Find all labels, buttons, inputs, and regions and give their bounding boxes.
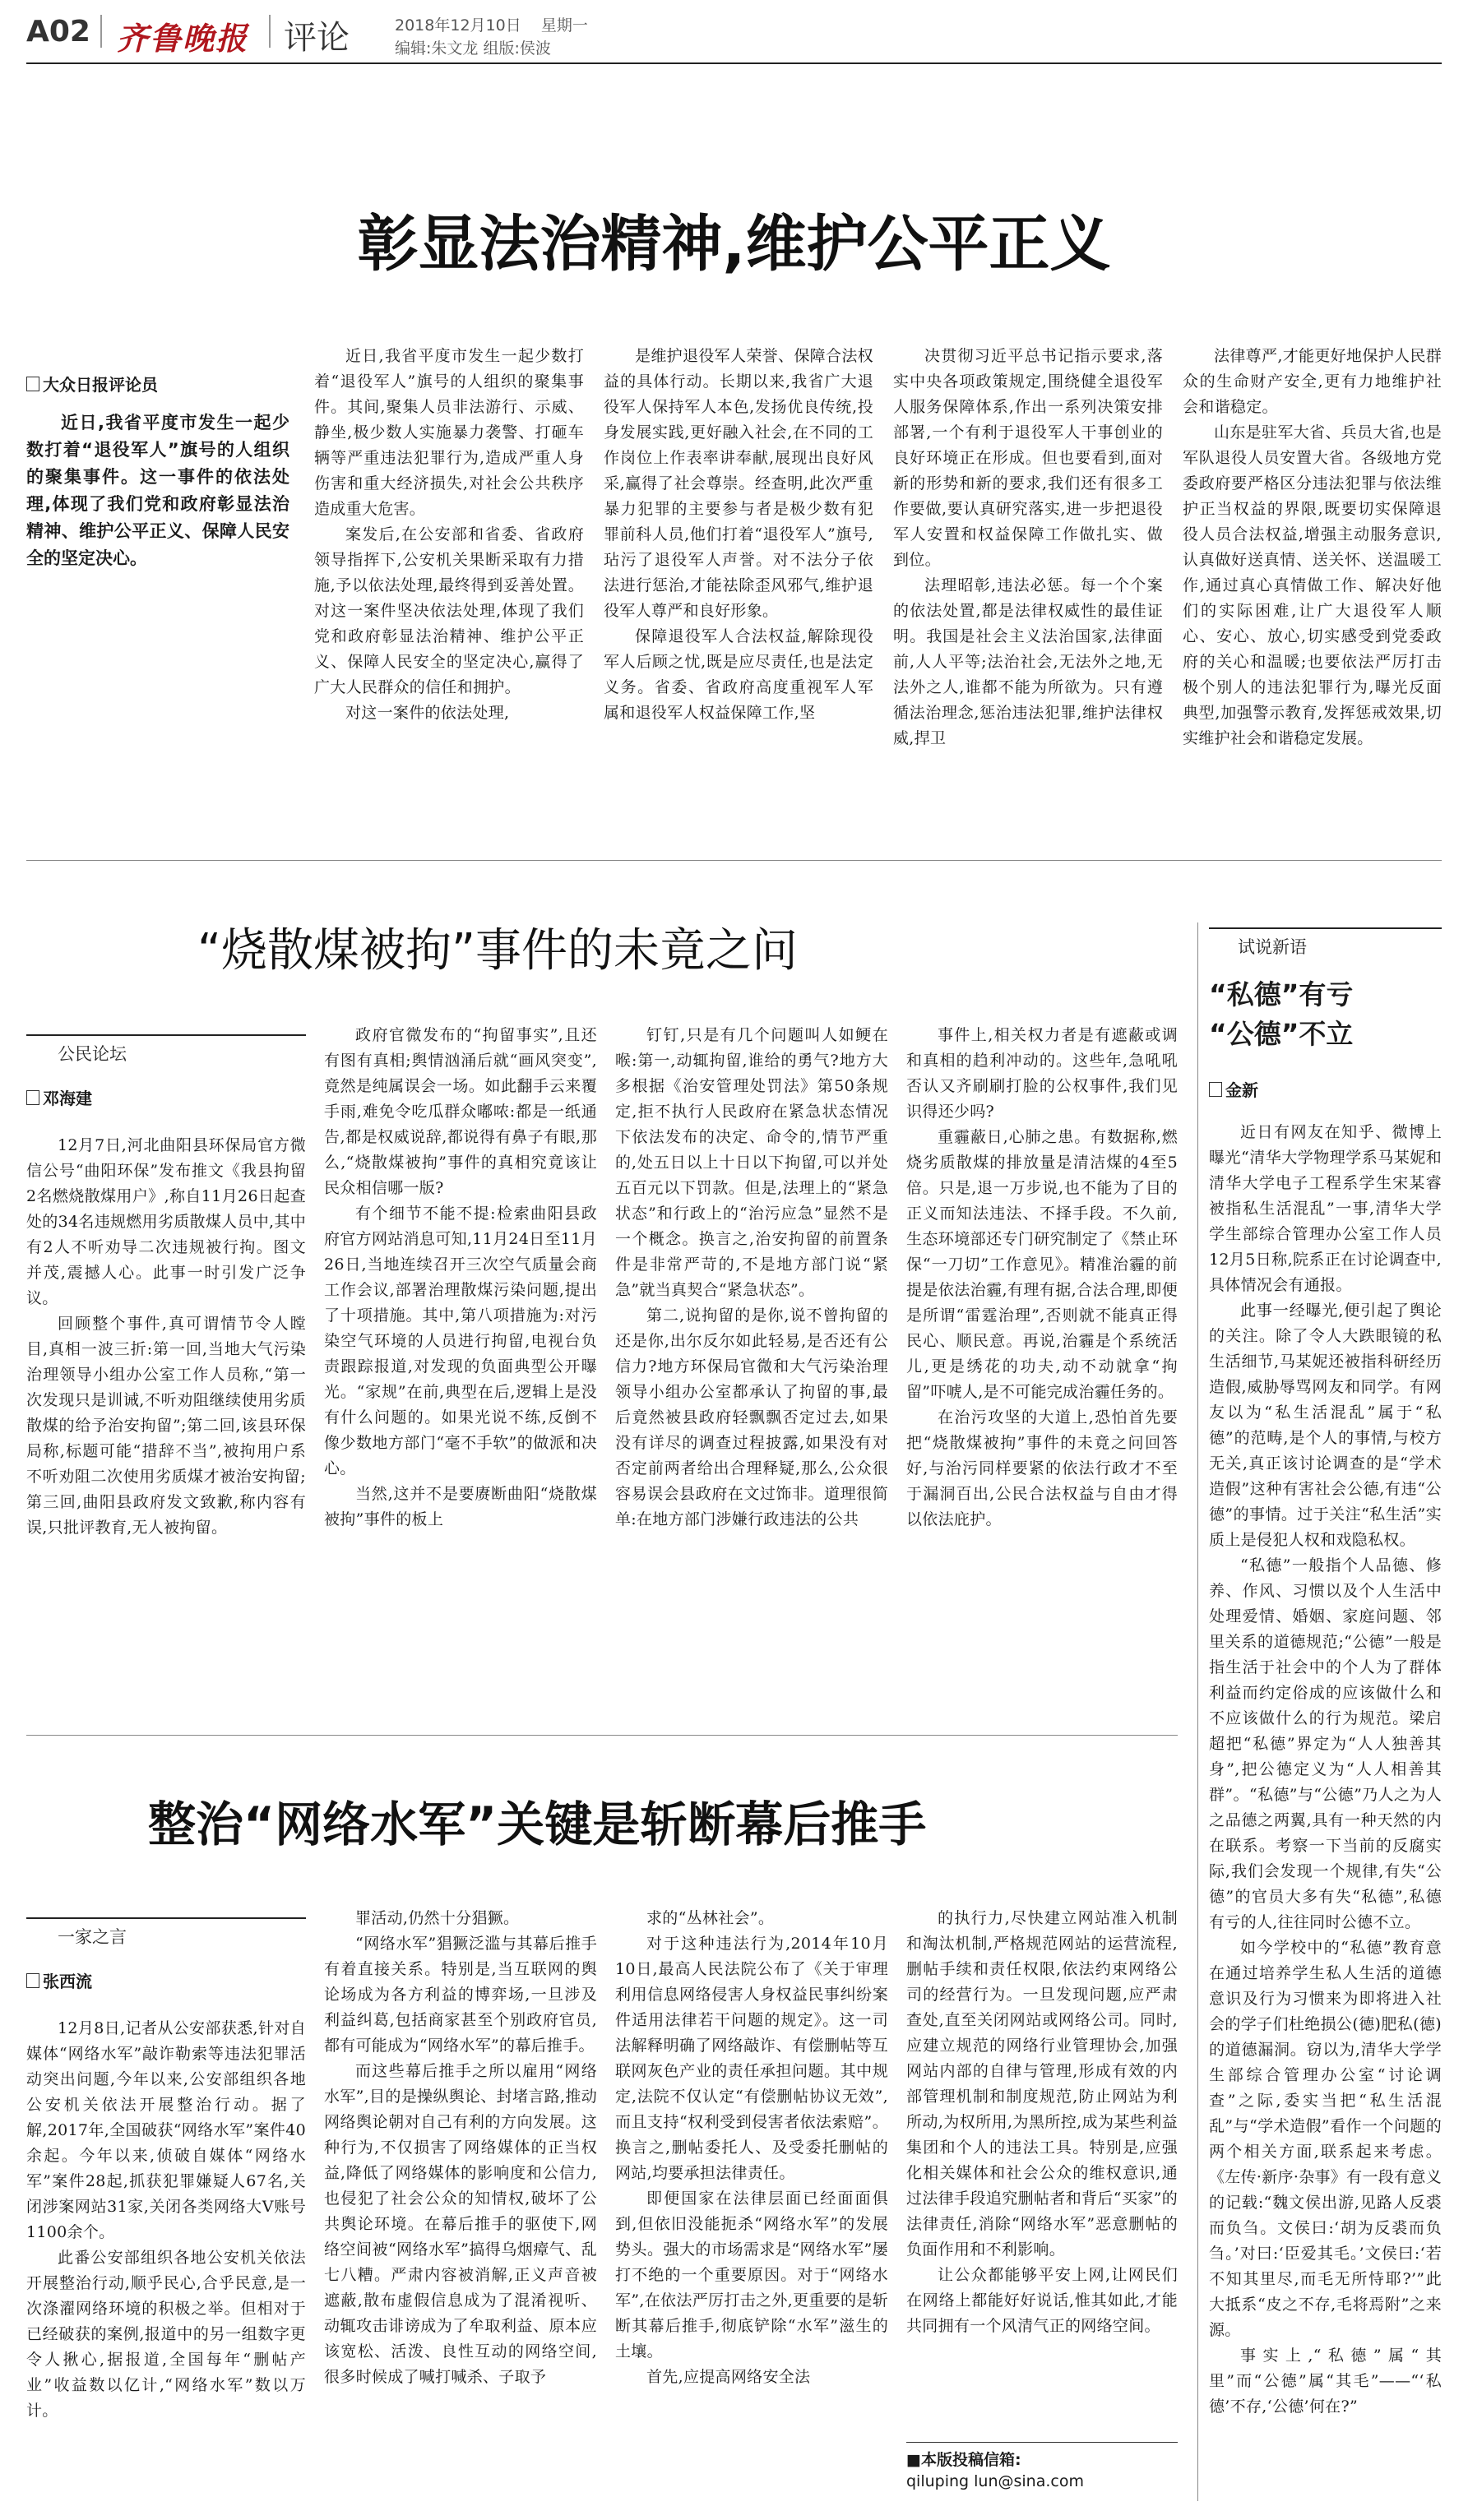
- article2-column-name: 公民论坛: [58, 1044, 127, 1064]
- sidebar-body: [1209, 1120, 1442, 2505]
- article3-byline: 张西流: [26, 1968, 92, 1992]
- header-separator: [269, 15, 271, 48]
- section-title: 评论: [284, 19, 350, 57]
- sidebar-column-name: 试说新语: [1238, 937, 1307, 957]
- header-separator: [100, 15, 102, 48]
- paragraph: 有个细节不能不提:检索曲阳县政府官方网站消息可知,11月24日至11月26日,当地连续召开三次空气质量会商工作会议,部署治理散煤污染问题,提出了十项措施。其中,第八项措施为:对污染空气环境的人员进行拘留,电视台负责跟踪报道,对发现的负面典型公开曝光。“家规”在前,典型在后,逻辑上是没有什么问题的。如果光说不练,反倒不像少数地方部门“毫不手软”的做派和决心。: [324, 1205, 597, 1477]
- article1-column-3: [893, 344, 1163, 845]
- article1-column-4: [1183, 344, 1442, 845]
- article2-column-1: [26, 1133, 306, 1721]
- paragraph: 回顾整个事件,真可谓情节令人瞠目,真相一波三折:第一回,当地大气污染治理领导小组办公室工作人员称,“第一次发现只是训诫,不听劝阻继续使用劣质散煤的给予治安拘留”;第二回,该县环保局称,标题可能“措辞不当”,被拘用户系不听劝阻二次使用劣质煤才被治安拘留;第三回,曲阳县政府发文致歉,称内容有误,只批评教育,无人被拘留。: [26, 1315, 306, 1537]
- paragraph: 山东是驻军大省、兵员大省,也是军队退役人员安置大省。各级地方党委政府要严格区分违法犯罪与依法维护正当权益的界限,既要切实保障退役人员合法权益,增强主动服务意识,认真做好送真情、送关怀、送温暖工作,通过真心真情做工作、解决好他们的实际困难,让广大退役军人顺心、安心、放心,切实感受到党委政府的关心和温暖;也要依法严厉打击极个别人的违法犯罪行为,曝光反面典型,加强警示教育,发挥惩戒效果,切实维护社会和谐稳定发展。: [1183, 423, 1442, 747]
- article1-byline: 大众日报评论员: [26, 372, 158, 395]
- paragraph: 对这一案件的依法处理,: [345, 704, 510, 722]
- submission-label: ■本版投稿信箱:: [906, 2451, 1021, 2469]
- paragraph: 第二,说拘留的是你,说不曾拘留的还是你,出尔反尔如此轻易,是否还有公信力?地方环保局官微和大气污染治理领导小组办公室都承认了拘留的事,最后竟然被县政府轻飘飘否定过去,如果没有详尽的调查过程披露,如果没有对否定前两者给出合理释疑,那么,公众很容易误会县政府在文过饰非。道理很简单:在地方部门涉嫌行政违法的公共: [615, 1306, 888, 1528]
- paragraph: 政府官微发布的“拘留事实”,且还有图有真相;舆情汹涌后就“画风突变”,竟然是纯属误会一场。如此翻手云来覆手雨,难免令吃瓜群众嘟哝:都是一纸通告,都是权威说辞,都说得有鼻子有眼,那么,“烧散煤被拘”事件的真相究竟该让民众相信哪一版?: [324, 1026, 597, 1197]
- paragraph: 12月7日,河北曲阳县环保局官方微信公号“曲阳环保”发布推文《我县拘留2名燃烧散煤用户》,称自11月26日起查处的34名违规燃用劣质散煤人员中,其中有2人不听劝导二次违规被行拘。图文并茂,震撼人心。此事一时引发广泛争议。: [26, 1136, 306, 1307]
- paragraph: 案发后,在公安部和省委、省政府领导指挥下,公安机关果断采取有力措施,予以依法处理,最终得到妥善处置。对这一案件坚决依法处理,体现了我们党和政府彰显法治精神、维护公平正义、保障人民安全的坚定决心,赢得了广大人民群众的信任和拥护。: [314, 525, 584, 696]
- paragraph: 钉钉,只是有几个问题叫人如鲠在喉:第一,动辄拘留,谁给的勇气?地方大多根据《治安管理处罚法》第50条规定,拒不执行人民政府在紧急状态情况下依法发布的决定、命令的,情节严重的,处五日以上十日以下拘留,可以并处五百元以下罚款。但是,法理上的“紧急状态”和行政上的“治污应急”显然不是一个概念。换言之,治安拘留的前置条件是非常严苛的,不是地方部门说“紧急”就当真契合“紧急状态”。: [615, 1026, 888, 1299]
- paragraph: 近日,我省平度市发生一起少数打着“退役军人”旗号的人组织的聚集事件。其间,聚集人员非法游行、示威、静坐,极少数人实施暴力袭警、打砸车辆等严重违法犯罪行为,造成严重人身伤害和重大经济损失,对社会公共秩序造成重大危害。: [314, 347, 584, 518]
- paragraph: 决贯彻习近平总书记指示要求,落实中央各项政策规定,围绕健全退役军人服务保障体系,作出一系列决策安排部署,一个有利于退役军人干事创业的良好环境正在形成。但也要看到,面对新的形势和新的要求,我们还有很多工作要做,要认真研究落实,进一步把退役军人安置和权益保障工作做扎实、做到位。: [893, 347, 1163, 569]
- sidebar-column-rule: [1209, 927, 1442, 929]
- article2-title: “烧散煤被拘”事件的未竟之问: [197, 924, 799, 978]
- article1-column-1: [314, 344, 584, 845]
- page-code: A02: [26, 15, 90, 49]
- submission-box: [906, 2442, 1178, 2492]
- header-date-line: [395, 13, 588, 35]
- paragraph: 让公众都能够平安上网,让网民们在网络上都能好好说话,惟其如此,才能共同拥有一个风清气正的网络空间。: [906, 2266, 1178, 2335]
- paragraph: “私德”一般指个人品德、修养、作风、习惯以及个人生活中处理爱情、婚姻、家庭问题、邻里关系的道德规范;“公德”一般是指生活于社会中的个人为了群体利益而约定俗成的应该做什么和不应该做什么的行为规范。梁启超把“私德”界定为“人人独善其身”,把公德定义为“人人相善其群”。“私德”与“公德”乃人之为人之品德之两翼,具有一种天然的内在联系。考察一下当前的反腐实际,我们会发现一个规律,有失“公德”的官员大多有失“私德”,私德有亏的人,往往同时公德不立。: [1209, 1556, 1442, 1931]
- article1-column-2: [604, 344, 873, 845]
- paragraph: 事实上,“私德”属“其里”而“公德”属“其毛”——“‘私德’不存,‘公德’何在?”: [1209, 2347, 1442, 2416]
- article3-column-3: [615, 1906, 888, 2510]
- article2-byline: 邓海建: [26, 1085, 92, 1109]
- article3-title: 整治“网络水军”关键是斩断幕后推手: [148, 1796, 927, 1852]
- paragraph: 法律尊严,才能更好地保护人民群众的生命财产安全,更有力地维护社会和谐稳定。: [1183, 347, 1442, 416]
- article3-column-2: [324, 1906, 597, 2510]
- newspaper-logo: 齐鲁晚报: [117, 20, 249, 57]
- paragraph: 此事一经曝光,便引起了舆论的关注。除了令人大跌眼镜的私生活细节,马某妮还被指科研经历造假,威胁辱骂网友和同学。有网友以为“私生活混乱”属于“私德”的范畴,是个人的事情,与校方无关,真正该讨论调查的是“学术造假”这种有害社会公德,有违“公德”的事情。过于关注“私生活”实质上是侵犯人权和戏隐私权。: [1209, 1302, 1442, 1549]
- issue-weekday: 星期一: [540, 16, 588, 35]
- header-rule: [26, 62, 1442, 64]
- article2-column-4: [906, 1023, 1178, 1722]
- article3-column-name: 一家之言: [58, 1927, 127, 1947]
- paragraph: 求的“丛林社会”。: [646, 1909, 775, 1927]
- paragraph: 12月8日,记者从公安部获悉,针对自媒体“网络水军”敲诈勒索等违法犯罪活动突出问题,今年以来,公安部组织各地公安机关依法开展整治行动。据了解,2017年,全国破获“网络水军”案件40余起。今年以来,侦破自媒体“网络水军”案件28起,抓获犯罪嫌疑人67名,关闭涉案网站31家,关闭各类网络大V账号1100余个。: [26, 2019, 306, 2241]
- paragraph: 的执行力,尽快建立网站准入机制和淘汰机制,严格规范网站的运营流程,删帖手续和责任权限,依法约束网络公司的经营行为。一旦发现问题,应严肃查处,直至关闭网站或网络公司。同时,应建立规范的网络行业管理协会,加强网站内部的自律与管理,形成有效的内部管理机制和制度规范,防止网站为利所动,为权所用,为黑所控,成为某些利益集团和个人的违法工具。特别是,应强化相关媒体和社会公众的维权意识,通过法律手段追究删帖者和背后“买家”的法律责任,消除“网络水军”恶意删帖的负面作用和不利影响。: [906, 1909, 1178, 2259]
- editor-credits: 编辑:朱文龙 组版:侯波: [395, 39, 551, 58]
- paragraph: 首先,应提高网络安全法: [646, 2368, 811, 2386]
- article3-column-rule: [26, 1917, 306, 1919]
- section-divider: [26, 1735, 1178, 1736]
- paragraph: 近日有网友在知乎、微博上曝光“清华大学物理学系马某妮和清华大学电子工程系学生宋某睿被指私生活混乱”一事,清华大学学生部综合管理办公室工作人员12月5日称,院系正在讨论调查中,具体情况会有通报。: [1209, 1123, 1442, 1294]
- paragraph: 保障退役军人合法权益,解除现役军人后顾之忧,既是应尽责任,也是法定义务。省委、省政府高度重视军人军属和退役军人权益保障工作,坚: [604, 627, 873, 722]
- paragraph: 对于这种违法行为,2014年10月10日,最高人民法院公布了《关于审理利用信息网络侵害人身权益民事纠纷案件适用法律若干问题的规定》。这一司法解释明确了网络敲诈、有偿删帖等互联网灰色产业的责任承担问题。其中规定,法院不仅认定“有偿删帖协议无效”,而且支持“权利受到侵害者依法索赔”。换言之,删帖委托人、及受委托删帖的网站,均要承担法律责任。: [615, 1935, 888, 2182]
- paragraph: “网络水军”猖獗泛滥与其幕后推手有着直接关系。特别是,当互联网的舆论场成为各方利益的博弈场,一旦涉及利益纠葛,包括商家甚至个别政府官员,都有可能成为“网络水军”的幕后推手。: [324, 1935, 597, 2055]
- paragraph: 在治污攻坚的大道上,恐怕首先要把“烧散煤被拘”事件的未竟之问回答好,与治污同样要紧的依法行政才不至于漏洞百出,公民合法权益与自由才得以依法庇护。: [906, 1408, 1178, 1528]
- article1-lede: 近日,我省平度市发生一起少数打着“退役军人”旗号的人组织的聚集事件。这一事件的依法处理,体现了我们党和政府彰显法治精神、维护公平正义、保障人民安全的坚定决心。: [26, 413, 289, 568]
- sidebar-divider: [1197, 922, 1198, 2501]
- paragraph: 是维护退役军人荣誉、保障合法权益的具体行动。长期以来,我省广大退役军人保持军人本色,发扬优良传统,投身发展实践,更好融入社会,在不同的工作岗位上作表率讲奉献,展现出良好风采,赢得了社会尊崇。经查明,此次严重暴力犯罪的主要参与者是极少数有犯罪前科人员,他们打着“退役军人”旗号,玷污了退役军人声誉。对不法分子依法进行惩治,才能祛除歪风邪气,维护退役军人尊严和良好形象。: [604, 347, 873, 620]
- paragraph: 事件上,相关权力者是有遮蔽或调和真相的趋利冲动的。这些年,急吼吼否认又齐刷刷打脸的公权事件,我们见识得还少吗?: [906, 1026, 1178, 1121]
- article3-column-4: [906, 1906, 1178, 2432]
- section-divider: [26, 860, 1442, 861]
- issue-date: 2018年12月10日: [395, 16, 521, 35]
- sidebar-title-line2: “公德”不立: [1209, 1018, 1354, 1050]
- article2-column-2: [324, 1023, 597, 1722]
- paragraph: 即便国家在法律层面已经面面俱到,但依旧没能扼杀“网络水军”的发展势头。强大的市场需求是“网络水军”屡打不绝的一个重要原因。对于“网络水军”,在依法严厉打击之外,更重要的是斩断其幕后推手,彻底铲除“水军”滋生的土壤。: [615, 2189, 888, 2360]
- submission-email[interactable]: qiluping lun@sina.com: [906, 2472, 1084, 2490]
- article2-column-3: [615, 1023, 888, 1722]
- article1-title: 彰显法治精神,维护公平正义: [357, 209, 1111, 280]
- paragraph: 当然,这并不是要赓断曲阳“烧散煤被拘”事件的板上: [324, 1485, 597, 1528]
- paragraph: 此番公安部组织各地公安机关依法开展整治行动,顺乎民心,合乎民意,是一次涤濯网络环境的积极之举。但相对于已经破获的案例,报道中的另一组数字更令人揪心,据报道,全国每年“删帖产业”收益数以亿计,“网络水军”数以万计。: [26, 2249, 306, 2420]
- article2-column-rule: [26, 1034, 306, 1036]
- paragraph: 重霾蔽日,心肺之患。有数据称,燃烧劣质散煤的排放量是清洁煤的4至5倍。只是,退一万步说,也不能为了目的正义而知法违法、不择手段。不久前,生态环境部还专门研究制定了《禁止环保“一刀切”工作意见》。精准治霾的前提是依法治霾,有理有据,合法合理,即便是所谓“雷霆治理”,否则就不能真正得民心、顺民意。再说,治霾是个系统活儿,更是绣花的功夫,动不动就拿“拘留”吓唬人,是不可能完成治霾任务的。: [906, 1128, 1178, 1401]
- article3-column-1: [26, 2016, 306, 2509]
- paragraph: 如今学校中的“私德”教育意在通过培养学生私人生活的道德意识及行为习惯来为即将进入社会的学子们杜绝损公(德)肥私(德)的道德漏洞。窃以为,清华大学学生部综合管理办公室“讨论调查”之际,委实当把“私生活混乱”与“学术造假”看作一个问题的两个相关方面,联系起来考虑。《左传·新序·杂事》有一段有意义的记载:“魏文侯出游,见路人反裘而负刍。文侯曰:‘胡为反裘而负刍。’对曰:‘臣爱其毛。’文侯曰:‘若不知其里尽,而毛无所恃耶?’”此大抵系“皮之不存,毛将焉附”之来源。: [1209, 1939, 1442, 2339]
- paragraph: 法理昭彰,违法必惩。每一个个案的依法处置,都是法律权威性的最佳证明。我国是社会主义法治国家,法律面前,人人平等;法治社会,无法外之地,无法外之人,谁都不能为所欲为。只有遵循法治理念,惩治违法犯罪,维护法律权威,捍卫: [893, 576, 1163, 747]
- sidebar-byline: 金新: [1209, 1077, 1258, 1101]
- paragraph: 而这些幕后推手之所以雇用“网络水军”,目的是操纵舆论、封堵言路,推动网络舆论朝对自己有利的方向发展。这种行为,不仅损害了网络媒体的正当权益,降低了网络媒体的影响度和公信力,也侵犯了社会公众的知情权,破坏了公共舆论环境。在幕后推手的驱使下,网络空间被“网络水军”搞得乌烟瘴气、乱七八糟。严肃内容被消解,正义声音被遮蔽,散布虚假信息成为了混淆视听、动辄攻击诽谤成为了牟取利益、原本应该宽松、活泼、良性互动的网络空间,很多时候成了喊打喊杀、子取予: [324, 2062, 597, 2386]
- paragraph: 罪活动,仍然十分猖獗。: [355, 1909, 520, 1927]
- sidebar-title-line1: “私德”有亏: [1209, 978, 1354, 1010]
